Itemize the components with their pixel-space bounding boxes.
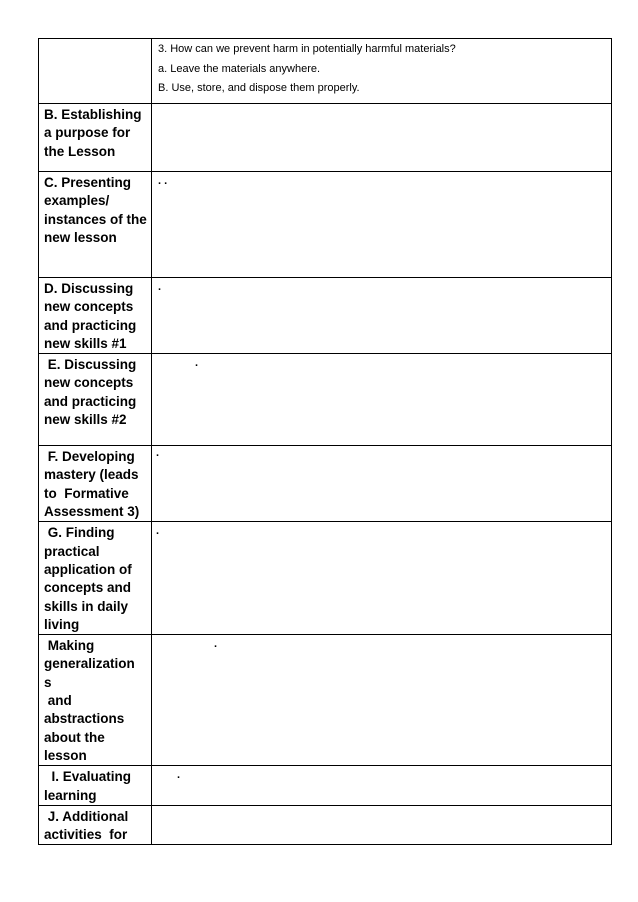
row-label-evaluating-learning: I. Evaluating learning [39,766,152,806]
content-mark: . [177,769,181,782]
table-row [39,354,612,446]
content-mark: . [195,357,199,370]
row-content [152,635,612,766]
answer-option-a: a. Leave the materials anywhere. [158,62,321,75]
lesson-plan-table [38,38,612,845]
row-content [152,278,612,354]
content-mark: . [158,281,162,293]
content-mark: . [214,638,218,651]
question-text: 3. How can we prevent harm in potentially harmful materials? [158,43,456,55]
table-row [39,39,612,104]
row-content [152,805,612,845]
row-content [152,172,612,278]
content-mark: . [156,525,160,538]
table-row [39,766,612,806]
row-label-discussing-1: D. Discussing new concepts and practicing new skills #1 [39,278,152,354]
content-mark: . [156,447,160,460]
table-row [39,278,612,354]
row-label-making-generalizations: Making generalization s and abstractions about the lesson [39,635,152,766]
row-content [152,446,612,522]
content-mark: . . [158,175,168,187]
table-row [39,446,612,522]
row-content [152,354,612,446]
table-row [39,805,612,845]
row-content [152,39,612,104]
row-label-additional-activities: J. Additional activities for [39,805,152,845]
answer-option-b: B. Use, store, and dispose them properly. [158,82,360,94]
table-row [39,635,612,766]
row-content [152,104,612,172]
row-content [152,522,612,635]
table-row [39,104,612,172]
row-label-developing-mastery: F. Developing mastery (leads to Formative Assessment 3) [39,446,152,522]
row-label-establishing-purpose: B. Establishing a purpose for the Lesson [39,104,152,172]
table-row [39,172,612,278]
row-label-finding-application: G. Finding practical application of concepts and skills in daily living [39,522,152,635]
row-label-discussing-2: E. Discussing new concepts and practicing new skills #2 [39,354,152,446]
table-row [39,522,612,635]
row-label-presenting-examples: C. Presenting examples/ instances of the new lesson [39,172,152,278]
row-content [152,766,612,806]
row-label [39,39,152,104]
